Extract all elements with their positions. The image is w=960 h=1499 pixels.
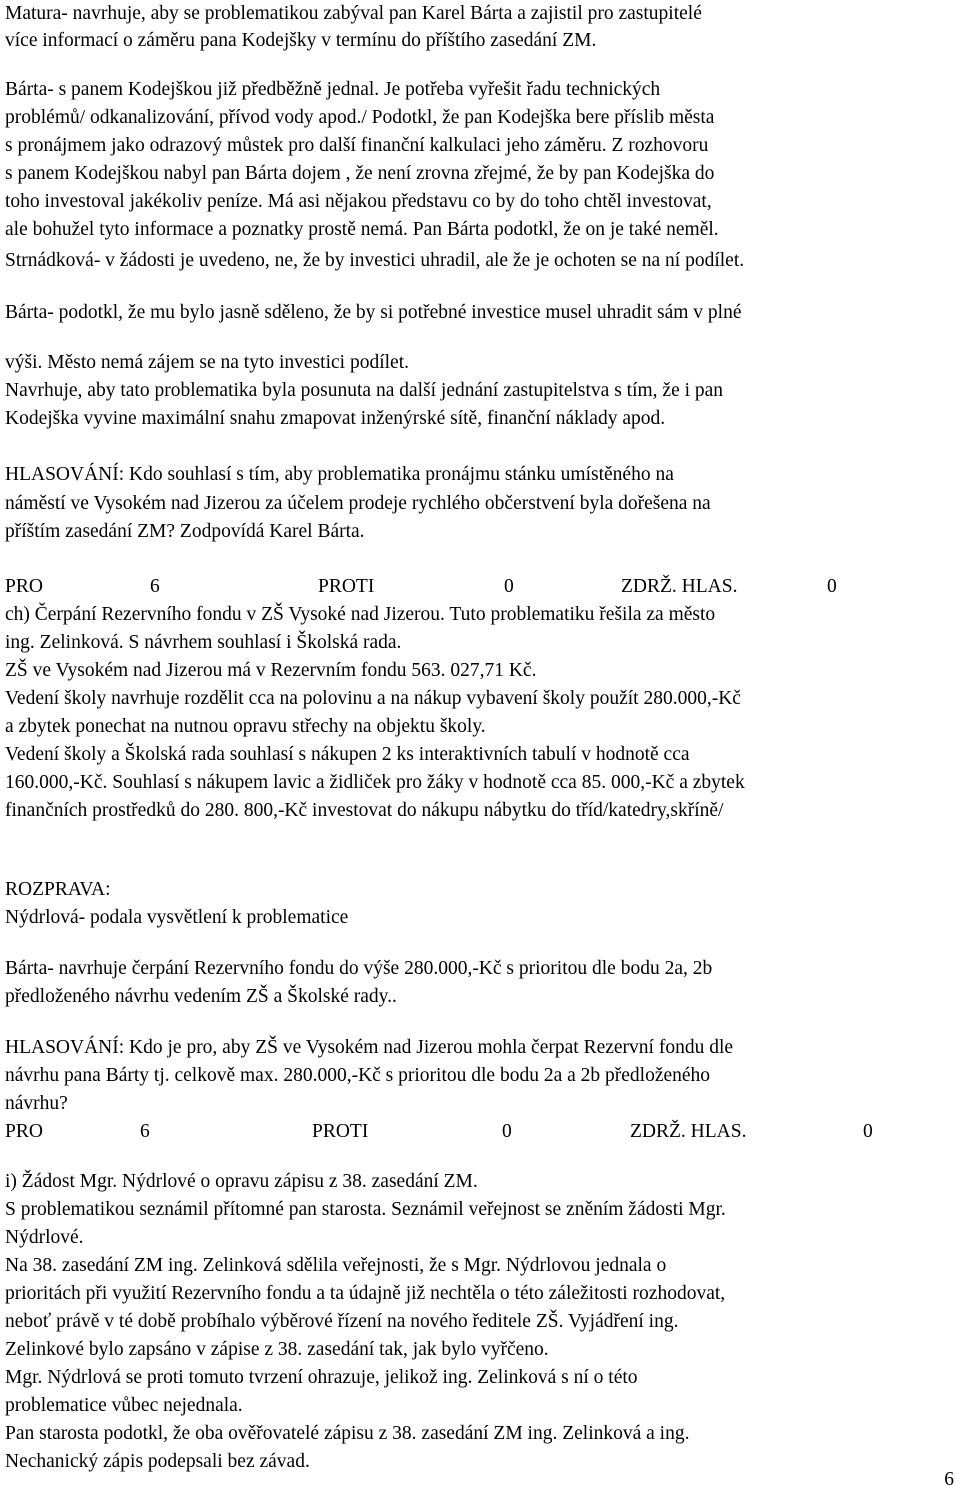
vote-label-proti: PROTI	[318, 576, 375, 597]
text-line: náměstí ve Vysokém nad Jizerou za účelem prodeje rychlého občerstvení byla dořešena na	[5, 493, 711, 514]
text-line: Nechanický zápis podepsali bez závad.	[5, 1451, 310, 1472]
text-line: návrhu?	[5, 1093, 68, 1114]
text-line: Bárta- s panem Kodejškou již předběžně jednal. Je potřeba vyřešit řadu technických	[5, 79, 661, 100]
text-line: příštím zasedání ZM? Zodpovídá Karel Bárta.	[5, 521, 365, 542]
vote-label-pro: PRO	[5, 576, 43, 597]
vote-count-zdrz: 0	[827, 576, 837, 597]
text-line: problematice vůbec nejednala.	[5, 1395, 243, 1416]
text-line: výši. Město nemá zájem se na tyto investici podílet.	[5, 352, 409, 373]
text-line: finančních prostředků do 280. 800,-Kč investovat do nákupu nábytku do tříd/katedry,skříně/	[5, 800, 724, 821]
text-line: ZŠ ve Vysokém nad Jizerou má v Rezervním fondu 563. 027,71 Kč.	[5, 660, 537, 681]
text-line: prioritách při využití Rezervního fondu a ta údajně již nechtěla o této záležitosti rozhodovat,	[5, 1283, 726, 1304]
text-line: Bárta- podotkl, že mu bylo jasně sděleno, že by si potřebné investice musel uhradit sám v plné	[5, 302, 742, 323]
text-line: ch) Čerpání Rezervního fondu v ZŠ Vysoké nad Jizerou. Tuto problematiku řešila za město	[5, 604, 716, 625]
text-line: Vedení školy navrhuje rozdělit cca na polovinu a na nákup vybavení školy použít 280.000,-Kč	[5, 688, 741, 709]
text-line: Navrhuje, aby tato problematika byla posunuta na další jednání zastupitelstva s tím, že i pan	[5, 380, 724, 401]
vote-label-pro: PRO	[5, 1121, 43, 1142]
text-line: ale bohužel tyto informace a poznatky prostě nemá. Pan Bárta podotkl, že on je také neměl.	[5, 219, 719, 240]
text-line: problémů/ odkanalizování, přívod vody apod./ Podotkl, že pan Kodejška bere příslib města	[5, 107, 715, 128]
page-number: 6	[944, 1469, 954, 1490]
text-line: s panem Kodejškou nabyl pan Bárta dojem , že není zrovna zřejmé, že by pan Kodejška do	[5, 163, 715, 184]
text-line: ing. Zelinková. S návrhem souhlasí i Školská rada.	[5, 632, 402, 653]
section-heading: ROZPRAVA:	[5, 879, 111, 900]
text-line: předloženého návrhu vedením ZŠ a Školské rady..	[5, 986, 397, 1007]
vote-label-proti: PROTI	[312, 1121, 369, 1142]
vote-count-proti: 0	[504, 576, 514, 597]
vote-count-zdrz: 0	[863, 1121, 873, 1142]
text-line: Matura- navrhuje, aby se problematikou zabýval pan Karel Bárta a zajistil pro zastupitelé	[5, 3, 702, 24]
text-line: toho investoval jakékoliv peníze. Má asi nějakou představu co by do toho chtěl investovat,	[5, 191, 712, 212]
text-line: HLASOVÁNÍ: Kdo souhlasí s tím, aby problematika pronájmu stánku umístěného na	[5, 464, 674, 485]
text-line: Mgr. Nýdrlová se proti tomuto tvrzení ohrazuje, jelikož ing. Zelinková s ní o této	[5, 1367, 638, 1388]
text-line: návrhu pana Bárty tj. celkově max. 280.000,-Kč s prioritou dle bodu 2a a 2b předloženého	[5, 1065, 711, 1086]
text-line: neboť právě v té době probíhalo výběrové řízení na nového ředitele ZŠ. Vyjádření ing.	[5, 1311, 679, 1332]
text-line: Nýdrlová- podala vysvětlení k problematice	[5, 907, 349, 928]
text-line: Bárta- navrhuje čerpání Rezervního fondu do výše 280.000,-Kč s prioritou dle bodu 2a, 2b	[5, 958, 713, 979]
text-line: Zelinkové bylo zapsáno v zápise z 38. zasedání tak, jak bylo vyřčeno.	[5, 1339, 549, 1360]
vote-count-proti: 0	[502, 1121, 512, 1142]
text-line: i) Žádost Mgr. Nýdrlové o opravu zápisu z 38. zasedání ZM.	[5, 1171, 478, 1192]
text-line: s pronájmem jako odrazový můstek pro další finanční kalkulaci jeho záměru. Z rozhovoru	[5, 135, 709, 156]
text-line: Pan starosta podotkl, že oba ověřovatelé zápisu z 38. zasedání ZM ing. Zelinková a ing.	[5, 1423, 690, 1444]
text-line: více informací o záměru pana Kodejšky v termínu do příštího zasedání ZM.	[5, 30, 597, 51]
text-line: Strnádková- v žádosti je uvedeno, ne, že by investici uhradil, ale že je ochoten se na ní podílet.	[5, 250, 745, 271]
text-line: S problematikou seznámil přítomné pan starosta. Seznámil veřejnost se zněním žádosti Mgr.	[5, 1199, 726, 1220]
vote-label-zdrz: ZDRŽ. HLAS.	[621, 576, 738, 597]
text-line: Nýdrlové.	[5, 1227, 84, 1248]
vote-label-zdrz: ZDRŽ. HLAS.	[630, 1121, 747, 1142]
text-line: 160.000,-Kč. Souhlasí s nákupem lavic a židliček pro žáky v hodnotě cca 85. 000,-Kč a zbytek	[5, 772, 745, 793]
text-line: a zbytek ponechat na nutnou opravu střechy na objektu školy.	[5, 716, 486, 737]
vote-count-pro: 6	[150, 576, 160, 597]
vote-count-pro: 6	[140, 1121, 150, 1142]
text-line: Kodejška vyvine maximální snahu zmapovat inženýrské sítě, finanční náklady apod.	[5, 408, 666, 429]
text-line: Na 38. zasedání ZM ing. Zelinková sdělila veřejnosti, že s Mgr. Nýdrlovou jednala o	[5, 1255, 667, 1276]
text-line: HLASOVÁNÍ: Kdo je pro, aby ZŠ ve Vysokém nad Jizerou mohla čerpat Rezervní fondu dle	[5, 1037, 734, 1058]
text-line: Vedení školy a Školská rada souhlasí s nákupen 2 ks interaktivních tabulí v hodnotě cca	[5, 744, 690, 765]
